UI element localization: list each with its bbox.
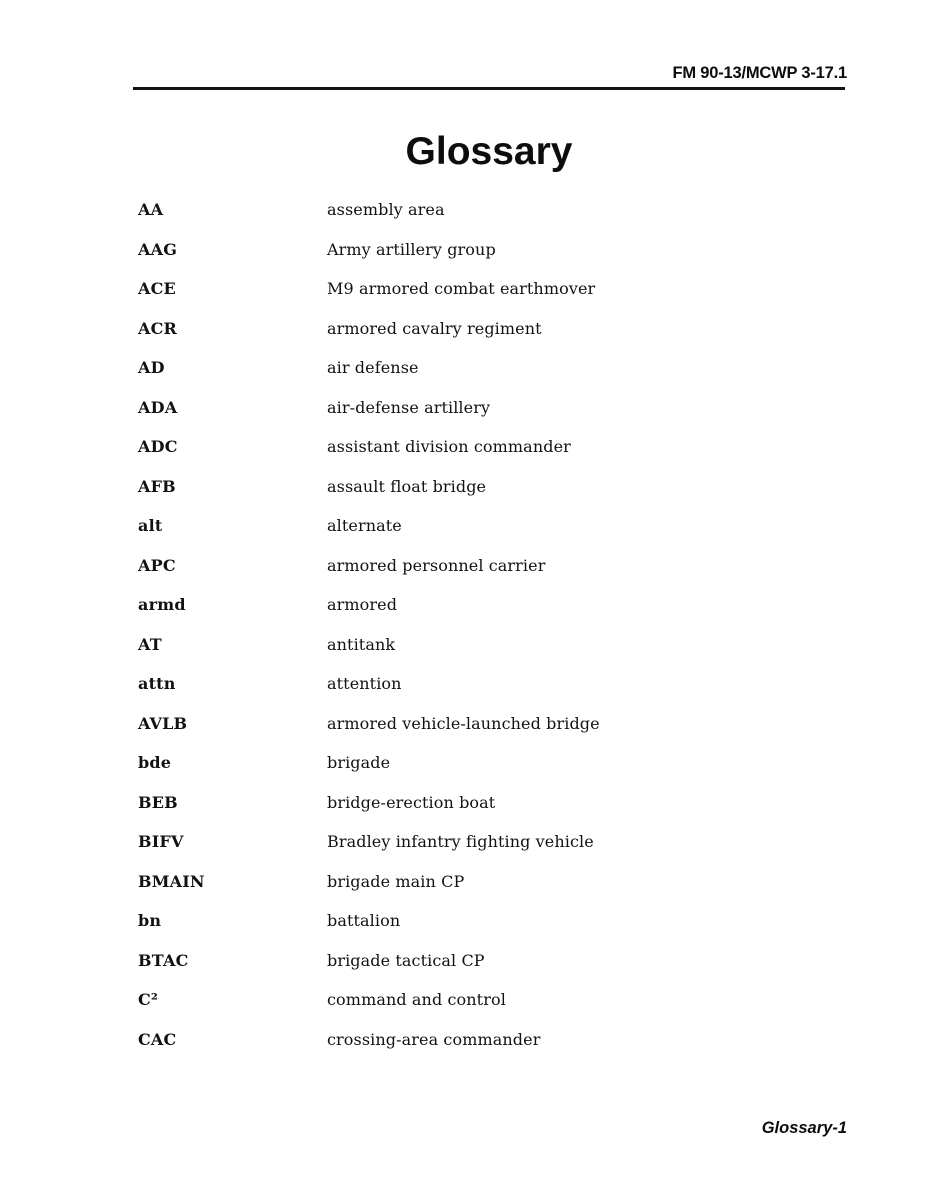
- glossary-term: bde: [138, 753, 172, 772]
- document-number: FM 90-13/MCWP 3-17.1: [672, 64, 847, 82]
- glossary-row: [138, 358, 845, 378]
- glossary-definition: armored vehicle-launched bridge: [327, 713, 600, 733]
- glossary-term: AD: [138, 358, 165, 377]
- glossary-definition: air defense: [327, 358, 419, 377]
- glossary-row: [138, 200, 845, 220]
- glossary-row: [138, 516, 845, 536]
- glossary-term: AT: [138, 634, 162, 654]
- glossary-term: attn: [138, 674, 176, 693]
- glossary-term: C²: [138, 990, 159, 1009]
- glossary-term: CAC: [138, 1029, 177, 1049]
- glossary-term: BMAIN: [138, 871, 205, 891]
- glossary-definition: antitank: [327, 634, 396, 654]
- glossary-row: [138, 1030, 845, 1050]
- glossary-definition: Bradley infantry fighting vehicle: [327, 832, 594, 851]
- glossary-definition: crossing-area commander: [327, 1029, 541, 1049]
- glossary-term: APC: [138, 555, 176, 575]
- glossary-row: [138, 674, 845, 694]
- glossary-definition: air-defense artillery: [327, 397, 491, 417]
- glossary-term: ACR: [138, 318, 178, 338]
- glossary-row: [138, 714, 845, 734]
- glossary-term: bn: [138, 911, 162, 930]
- glossary-definition: alternate: [327, 516, 402, 535]
- glossary-term: AA: [138, 200, 164, 219]
- page-footer: [133, 1118, 847, 1138]
- glossary-row: [138, 832, 845, 852]
- glossary-definition: assistant division commander: [327, 437, 571, 456]
- glossary-definition: armored cavalry regiment: [327, 318, 542, 338]
- glossary-row: [138, 990, 845, 1010]
- page-number: Glossary-1: [761, 1119, 847, 1137]
- glossary-definition: brigade tactical CP: [327, 950, 485, 970]
- glossary-term: AAG: [138, 239, 178, 259]
- glossary-definition: bridge-erection boat: [327, 792, 496, 812]
- glossary-term: BTAC: [138, 950, 189, 970]
- glossary-term: ACE: [138, 279, 176, 298]
- glossary-definition: assembly area: [327, 200, 445, 219]
- glossary-row: [138, 872, 845, 892]
- glossary-row: [138, 911, 845, 931]
- glossary-term: BEB: [138, 792, 178, 812]
- glossary-list: [138, 200, 845, 1050]
- glossary-row: [138, 635, 845, 655]
- glossary-row: [138, 319, 845, 339]
- glossary-row: [138, 951, 845, 971]
- glossary-definition: brigade main CP: [327, 871, 465, 891]
- header-rule: [133, 87, 845, 90]
- glossary-term: AFB: [138, 476, 176, 496]
- glossary-term: ADA: [138, 397, 178, 417]
- glossary-definition: command and control: [327, 990, 506, 1009]
- glossary-row: [138, 753, 845, 773]
- glossary-term: ADC: [138, 437, 178, 456]
- glossary-term: BIFV: [138, 832, 184, 851]
- glossary-definition: Army artillery group: [327, 239, 496, 259]
- glossary-row: [138, 477, 845, 497]
- glossary-row: [138, 556, 845, 576]
- page-header: [133, 63, 847, 83]
- glossary-term: AVLB: [138, 713, 188, 733]
- glossary-definition: M9 armored combat earthmover: [327, 279, 596, 298]
- glossary-definition: armored: [327, 595, 398, 614]
- glossary-definition: battalion: [327, 911, 401, 930]
- glossary-term: alt: [138, 516, 163, 535]
- glossary-definition: assault float bridge: [327, 476, 487, 496]
- glossary-row: [138, 793, 845, 813]
- glossary-row: [138, 595, 845, 615]
- glossary-row: [138, 279, 845, 299]
- glossary-definition: brigade: [327, 753, 391, 772]
- glossary-row: [138, 240, 845, 260]
- page-title: Glossary: [405, 130, 573, 173]
- glossary-term: armd: [138, 595, 186, 614]
- glossary-definition: armored personnel carrier: [327, 555, 546, 575]
- glossary-definition: attention: [327, 674, 402, 693]
- glossary-row: [138, 437, 845, 457]
- glossary-row: [138, 398, 845, 418]
